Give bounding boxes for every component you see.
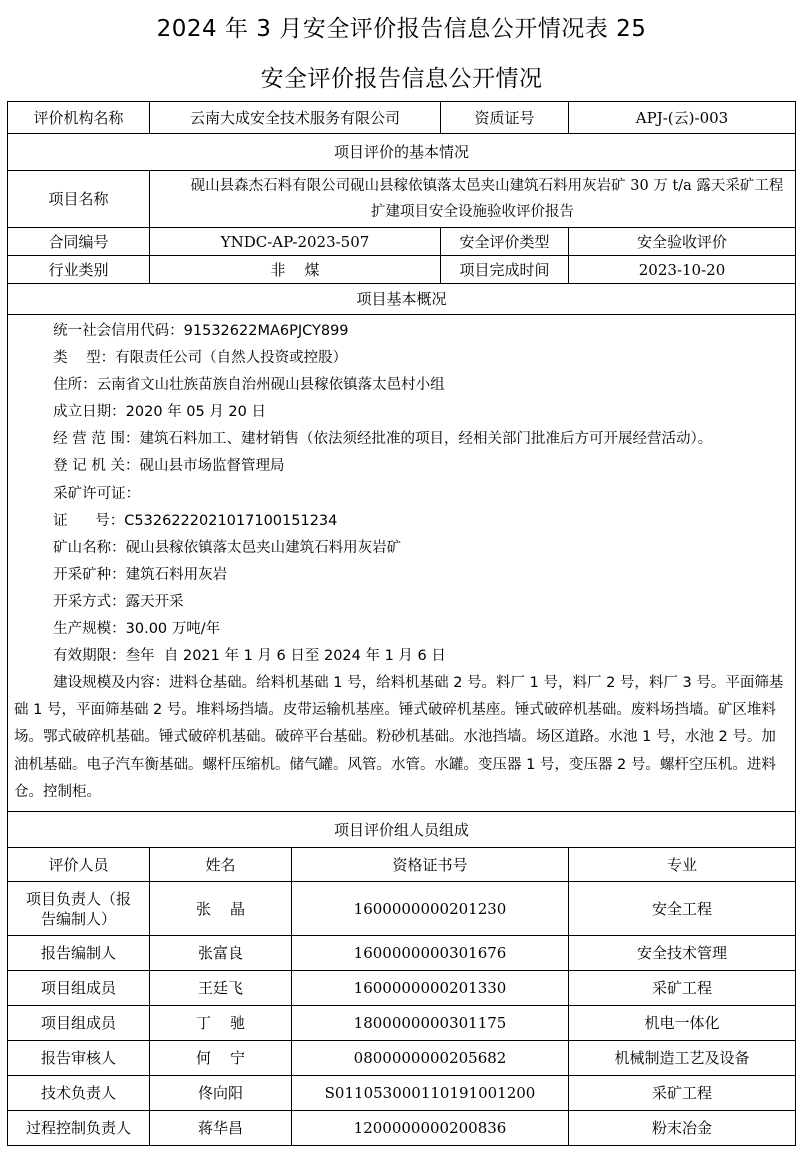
overview-line: 开采矿种：建筑石料用灰岩 — [53, 566, 228, 583]
industry-value: 非 煤 — [150, 256, 441, 284]
contract-row — [8, 228, 796, 256]
overview-content — [8, 315, 796, 812]
team-cert: 1600000000301676 — [292, 936, 569, 971]
team-member-name: 蒋华昌 — [150, 1111, 292, 1146]
completion-value: 2023-10-20 — [569, 256, 796, 284]
column-header-role: 评价人员 — [8, 848, 150, 882]
industry-label: 行业类别 — [8, 256, 150, 284]
contract-value: YNDC-AP-2023-507 — [150, 228, 441, 256]
team-row — [8, 1006, 796, 1041]
team-row — [8, 971, 796, 1006]
overview-line: 建设规模及内容：进料仓基础。给料机基础 1 号，给料机基础 2 号。料厂 1 号，料厂 2 号，料厂 3 号。平面筛基础 1 号，平面筛基础 2 号。堆料场挡墙。皮带运输机基座。锤式破碎机基座。锤式破碎机基础。废料场挡墙。矿区堆料场。鄂式破碎机基础。锤式破碎机基础。破碎平台基础。粉砂机基础。水池挡墙。场区道路。水池 1 号，水池 2 号。加油机基础。电子汽车衡基础。螺杆压缩机。储气罐。风管。水管。水罐。变压器 1 号，变压器 2 号。螺杆空压机。进料仓。控制柜。 — [14, 675, 784, 800]
overview-line: 有效期限：叁年 自 2021 年 1 月 6 日至 2024 年 1 月 6 日 — [53, 648, 446, 665]
team-role: 项目组成员 — [8, 971, 150, 1006]
institution-value: 云南大成安全技术服务有限公司 — [150, 102, 441, 134]
cert-label: 资质证号 — [441, 102, 569, 134]
eval-type-value: 安全验收评价 — [569, 228, 796, 256]
overview-heading-row — [8, 284, 796, 315]
overview-line: 成立日期：2020 年 05 月 20 日 — [53, 404, 266, 421]
overview-line: 住所：云南省文山壮族苗族自治州砚山县稼依镇落太邑村小组 — [53, 377, 445, 394]
team-member-name: 张富良 — [150, 936, 292, 971]
institution-label: 评价机构名称 — [8, 102, 150, 134]
industry-row — [8, 256, 796, 284]
team-major: 采矿工程 — [569, 1076, 796, 1111]
team-row — [8, 1041, 796, 1076]
team-heading-row — [8, 812, 796, 848]
team-cert: 1800000000301175 — [292, 1006, 569, 1041]
team-role: 报告审核人 — [8, 1041, 150, 1076]
overview-line: 采矿许可证： — [53, 485, 141, 502]
team-role: 报告编制人 — [8, 936, 150, 971]
team-major: 安全工程 — [569, 882, 796, 936]
team-header-row — [8, 848, 796, 882]
overview-row — [8, 315, 796, 812]
overview-line: 证 号：C5326222021017100151234 — [53, 512, 338, 529]
project-name-label: 项目名称 — [8, 171, 150, 228]
team-member-name: 张 晶 — [150, 882, 292, 936]
team-major: 粉末冶金 — [569, 1111, 796, 1146]
team-cert: 1200000000200836 — [292, 1111, 569, 1146]
overview-heading: 项目基本概况 — [8, 284, 796, 315]
team-row — [8, 1111, 796, 1146]
overview-line: 生产规模：30.00 万吨/年 — [53, 621, 221, 638]
overview-line: 类 型：有限责任公司（自然人投资或控股） — [53, 350, 348, 367]
overview-line: 统一社会信用代码：91532622MA6PJCY899 — [53, 323, 349, 339]
column-header-major: 专业 — [569, 848, 796, 882]
overview-line: 开采方式：露天开采 — [53, 593, 184, 610]
team-major: 采矿工程 — [569, 971, 796, 1006]
overview-line: 经 营 范 围：建筑石料加工、建材销售（依法须经批准的项目，经相关部门批准后方可开展经营活动）。 — [53, 431, 713, 448]
team-major: 机械制造工艺及设备 — [569, 1041, 796, 1076]
team-row — [8, 936, 796, 971]
column-header-cert: 资格证书号 — [292, 848, 569, 882]
team-member-name: 佟向阳 — [150, 1076, 292, 1111]
document-title: 2024 年 3 月安全评价报告信息公开情况表 25 — [156, 16, 647, 42]
cert-value: APJ-(云)-003 — [569, 102, 796, 134]
column-header-name: 姓名 — [150, 848, 292, 882]
team-cert: 1600000000201330 — [292, 971, 569, 1006]
team-member-name: 何 宁 — [150, 1041, 292, 1076]
team-row — [8, 882, 796, 936]
contract-label: 合同编号 — [8, 228, 150, 256]
basic-section-heading: 项目评价的基本情况 — [8, 134, 796, 171]
team-member-name: 王廷飞 — [150, 971, 292, 1006]
project-name-row — [8, 171, 796, 228]
team-major: 安全技术管理 — [569, 936, 796, 971]
team-cert: S011053000110191001200 — [292, 1076, 569, 1111]
overview-line: 矿山名称：砚山县稼依镇落太邑夹山建筑石料用灰岩矿 — [53, 539, 402, 556]
document-subtitle: 安全评价报告信息公开情况 — [260, 66, 543, 92]
project-name-value: 砚山县森杰石料有限公司砚山县稼依镇落太邑夹山建筑石料用灰岩矿 30 万 t/a 露天采矿工程扩建项目安全设施验收评价报告 — [150, 171, 796, 228]
team-role: 技术负责人 — [8, 1076, 150, 1111]
team-major: 机电一体化 — [569, 1006, 796, 1041]
team-member-name: 丁 驰 — [150, 1006, 292, 1041]
team-cert: 1600000000201230 — [292, 882, 569, 936]
basic-section-row — [8, 134, 796, 171]
info-table — [7, 101, 796, 1146]
overview-line: 登 记 机 关：砚山县市场监督管理局 — [53, 458, 285, 475]
team-row — [8, 1076, 796, 1111]
team-role: 项目负责人（报告编制人） — [8, 882, 150, 936]
completion-label: 项目完成时间 — [441, 256, 569, 284]
institution-row — [8, 102, 796, 134]
team-role: 过程控制负责人 — [8, 1111, 150, 1146]
team-heading: 项目评价组人员组成 — [8, 812, 796, 848]
team-role: 项目组成员 — [8, 1006, 150, 1041]
team-cert: 0800000000205682 — [292, 1041, 569, 1076]
eval-type-label: 安全评价类型 — [441, 228, 569, 256]
